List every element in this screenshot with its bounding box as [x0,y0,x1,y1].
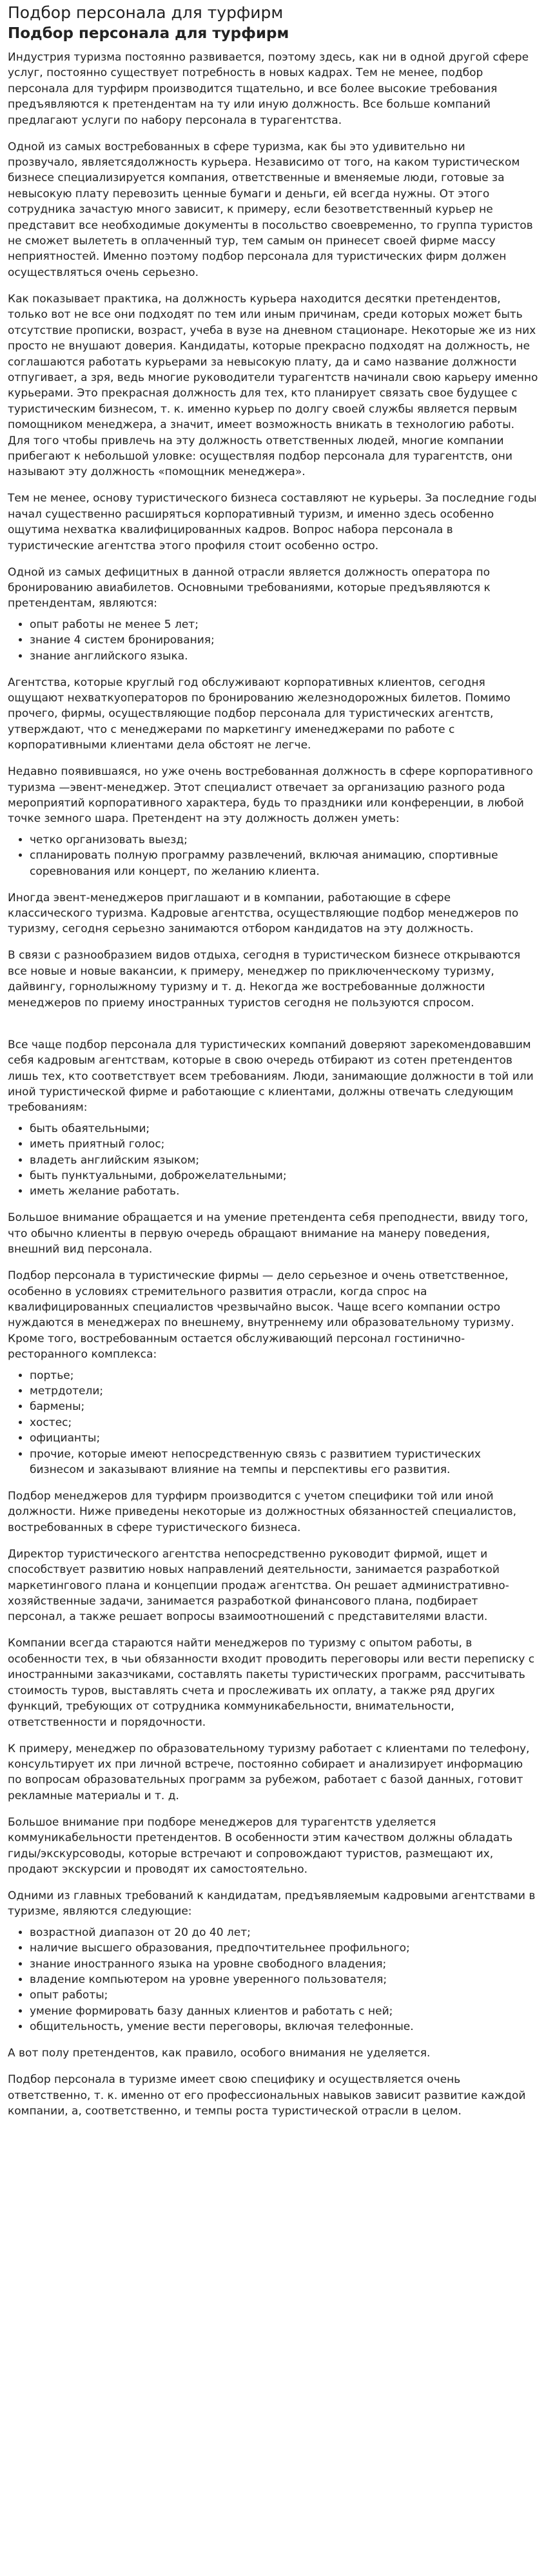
list-item: • прочие, которые имеют непосредственную связь с развитием туристических бизнесом и заказывают влияние на темпы и перспективы его развития. [30,1447,538,1478]
paragraph-manager-selection: Подбор менеджеров для турфирм производится с учетом специфики той или иной должности. Ниже приведены некоторые из должностных обязанностей специалистов, востребованных в сфере туристического бизнеса. [8,1490,517,1534]
list-item: • опыт работы не менее 5 лет; [30,617,538,632]
list-client-staff-requirements [8,1121,538,1200]
list-item: • быть обаятельными; [30,1121,538,1137]
article-title: Подбор персонала для турфирм [8,25,289,42]
list-item: • возрастной диапазон от 20 до 40 лет; [30,1925,538,1940]
list-item: • официанты; [30,1430,538,1446]
paragraph-director: Директор туристического агентства непосредственно руководит фирмой, ищет и способствует развитию новых направлений деятельности, занимается разработкой маркетингового плана и концепции продаж агентства. Он решает административно-хозяйственные задачи, занимается разработкой финансового плана, подбирает персонал, а также решает вопросы взаимоотношений с представителями власти. [8,1547,509,1624]
list-booking-requirements [8,617,538,664]
list-item: • метрдотели; [30,1383,538,1399]
paragraph-booking-operator: Одной из самых дефицитных в данной отрасли является должность оператора по бронированию авиабилетов. Основными требованиями, которые предъявляются к претендентам, являются: [8,565,491,610]
paragraph-tourism-managers: Компании всегда стараются найти менеджеров по туризму с опытом работы, в особенности тех, в чьи обязанности входит проводить переговоры или вести переписку с иностранными заказчиками, составлять пакеты туристических программ, рассчитывать стоимость туров, выставлять счета и прослеживать их оплату, а также ряд других функций, требующих от сотрудника коммуникабельности, внимательности, ответственности и порядочности. [8,1637,535,1729]
list-item: • портье; [30,1368,538,1383]
paragraph-courier-practice: Как показывает практика, на должность курьера находится десятки претендентов, только вот не все они подходят по тем или иным причинам, среди которых может быть отсутствие прописки, возраст, учеба в вузе на дневном стационаре. Некоторые же из них просто не внушают доверия. Кандидаты, которые прекрасно подходят на должность, не соглашаются работать курьерами за невысокую плату, да и само название должности отпугивает, а зря, ведь многие руководители турагентств начинали свою карьеру именно курьерами. Это прекрасная должность для тех, кто планирует связать свое будущее с туристическим бизнесом, т. к. именно курьер по долгу своей службы является первым помощником менеджера, а значит, имеет возможность вникать в технологию работы. Для того чтобы привлечь на эту должность ответственных людей, многие компании прибегают к небольшой уловке: осуществляя подбор персонала для турагентств, они называют эту должность «помощник менеджера». [8,292,538,479]
paragraph-recruitment-agencies: Все чаще подбор персонала для туристических компаний доверяют зарекомендовавшим себя кадровым агентствам, которые в свою очередь отбирают из сотен претендентов лишь тех, кто соответствует всем требованиям. Люди, занимающие должности в той или иной туристической фирме и работающие с клиентами, должны отвечать следующим требованиям: [8,1038,534,1115]
list-item: • знание иностранного языка на уровне свободного владения; [30,1956,538,1972]
paragraph-intro: Индустрия туризма постоянно развивается, поэтому здесь, как ни в одной другой сфере услуг, постоянно существует потребность в новых кадрах. Тем не менее, подбор персонала для турфирм производится тщательно, и все более высокие требования предъявляются к претендентам на ту или иную должность. Все больше компаний предлагают услуги по набору персонала в турагентства. [8,51,529,127]
list-item: • знание 4 систем бронирования; [30,632,538,648]
list-item: • наличие высшего образования, предпочтительнее профильного; [30,1940,538,1956]
paragraph-event-classic: Иногда эвент-менеджеров приглашают и в компании, работающие в сфере классического туризма. Кадровые агентства, осуществляющие подбор менеджеров по туризму, сегодня серьезно занимаются отбором кандидатов на эту должность. [8,891,519,936]
list-hospitality-staff [8,1368,538,1478]
list-item: • умение формировать базу данных клиентов и работать с ней; [30,2004,538,2019]
list-item: • бармены; [30,1399,538,1414]
list-main-requirements [8,1925,538,2035]
paragraph-education-manager: К примеру, менеджер по образовательному туризму работает с клиентами по телефону, консультирует их при личной встрече, постоянно собирает и анализирует информацию по вопросам образовательных программ за рубежом, работает с базой данных, готовит рекламные материалы и т. д. [8,1742,530,1802]
list-event-manager-skills [8,832,538,879]
list-item: • хостес; [30,1415,538,1430]
paragraph-conclusion: Подбор персонала в туризме имеет свою специфику и осуществляется очень ответственно, т. к. именно от его профессиональных навыков зависит развитие каждой компании, а, соответственно, и темпы роста туристической отрасли в целом. [8,2073,526,2118]
paragraph-gender: А вот полу претендентов, как правило, особого внимания не уделяется. [8,2047,431,2060]
list-item: • знание английского языка. [30,649,538,664]
list-item: • спланировать полную программу развлечений, включая анимацию, спортивные соревнования или концерт, по желанию клиента. [30,848,538,879]
list-item: • владеть английским языком; [30,1153,538,1168]
list-item: • иметь желание работать. [30,1184,538,1199]
paragraph-presentation: Большое внимание обращается и на умение претендента себя преподнести, ввиду того, что обычно клиенты в первую очередь обращают внимание на манеру поведения, внешний вид персонала. [8,1211,529,1256]
paragraph-event-manager: Недавно появившаяся, но уже очень востребованная должность в сфере корпоративного туризма —эвент-менеджер. Этот специалист отвечает за организацию разного рода мероприятий корпоративного характера, будь то праздники или конференции, в любой точке земного шара. Претендент на эту должность должен уметь: [8,765,533,826]
paragraph-new-vacancies: В связи с разнообразием видов отдыха, сегодня в туристическом бизнесе открываются все новые и новые вакансии, к примеру, менеджер по приключенческому туризму, дайвингу, горнолыжному туризму и т. д. Некогда же востребованные должности менеджеров по приему иностранных туристов сегодня не пользуются спросом. [8,949,521,1010]
list-item: • владение компьютером на уровне уверенного пользователя; [30,1972,538,1987]
paragraph-main-requirements: Одними из главных требований к кандидатам, предъявляемым кадровыми агентствами в туризме, являются следующие: [8,1889,536,1918]
spacer [8,1022,538,1037]
list-item: • опыт работы; [30,1987,538,2003]
list-item: • четко организовать выезд; [30,832,538,848]
paragraph-communication: Большое внимание при подборе менеджеров для турагентств уделяется коммуникабельности претендентов. В особенности этим качеством должны обладать гиды/экскурсоводы, которые встречают и сопровождают туристов, размещают их, продают экскурсии и проводят их самостоятельно. [8,1815,513,1876]
paragraph-agencies: Агентства, которые круглый год обслуживают корпоративных клиентов, сегодня ощущают нехваткуоператоров по бронированию железнодорожных билетов. Помимо прочего, фирмы, осуществляющие подбор персонала для туристических агентств, утверждают, что с менеджерами по маркетингу именеджерами по работе с корпоративными клиентами дела обстоят не легче. [8,676,511,752]
paragraph-hospitality: Подбор персонала в туристические фирмы — дело серьезное и очень ответственное, особенно в условиях стремительного развития отрасли, когда спрос на квалифицированных специалистов чрезвычайно высок. Чаще всего компании остро нуждаются в менеджерах по внешнему, внутреннему или образовательному туризму. Кроме того, востребованным остается обслуживающий персонал гостинично-ресторанного комплекса: [8,1269,514,1361]
paragraph-courier: Одной из самых востребованных в сфере туризма, как бы это удивительно ни прозвучало, являетсядолжность курьера. Независимо от того, на каком туристическом бизнесе специализируется компания, ответственные и вменяемые люди, готовые за невысокую плату перевозить ценные бумаги и деньги, ей всегда нужны. От этого сотрудника зачастую много зависит, к примеру, если безответственный курьер не представит все необходимые документы в посольство своевременно, то группа туристов не сможет вылететь в оплаченный тур, тем самым он принесет своей фирме массу неприятностей. Именно поэтому подбор персонала для туристических фирм должен осуществляться очень серьезно. [8,140,533,279]
list-item: • быть пунктуальными, доброжелательными; [30,1168,538,1184]
list-item: • иметь приятный голос; [30,1137,538,1152]
page-title: Подбор персонала для турфирм [8,3,284,22]
list-item: • общительность, умение вести переговоры, включая телефонные. [30,2019,538,2034]
paragraph-corporate-tourism: Тем не менее, основу туристического бизнеса составляют не курьеры. За последние годы начал существенно расширяться корпоративный туризм, и именно здесь особенно ощутима нехватка квалифицированных кадров. Вопрос набора персонала в туристические агентства этого профиля стоит особенно остро. [8,492,537,552]
